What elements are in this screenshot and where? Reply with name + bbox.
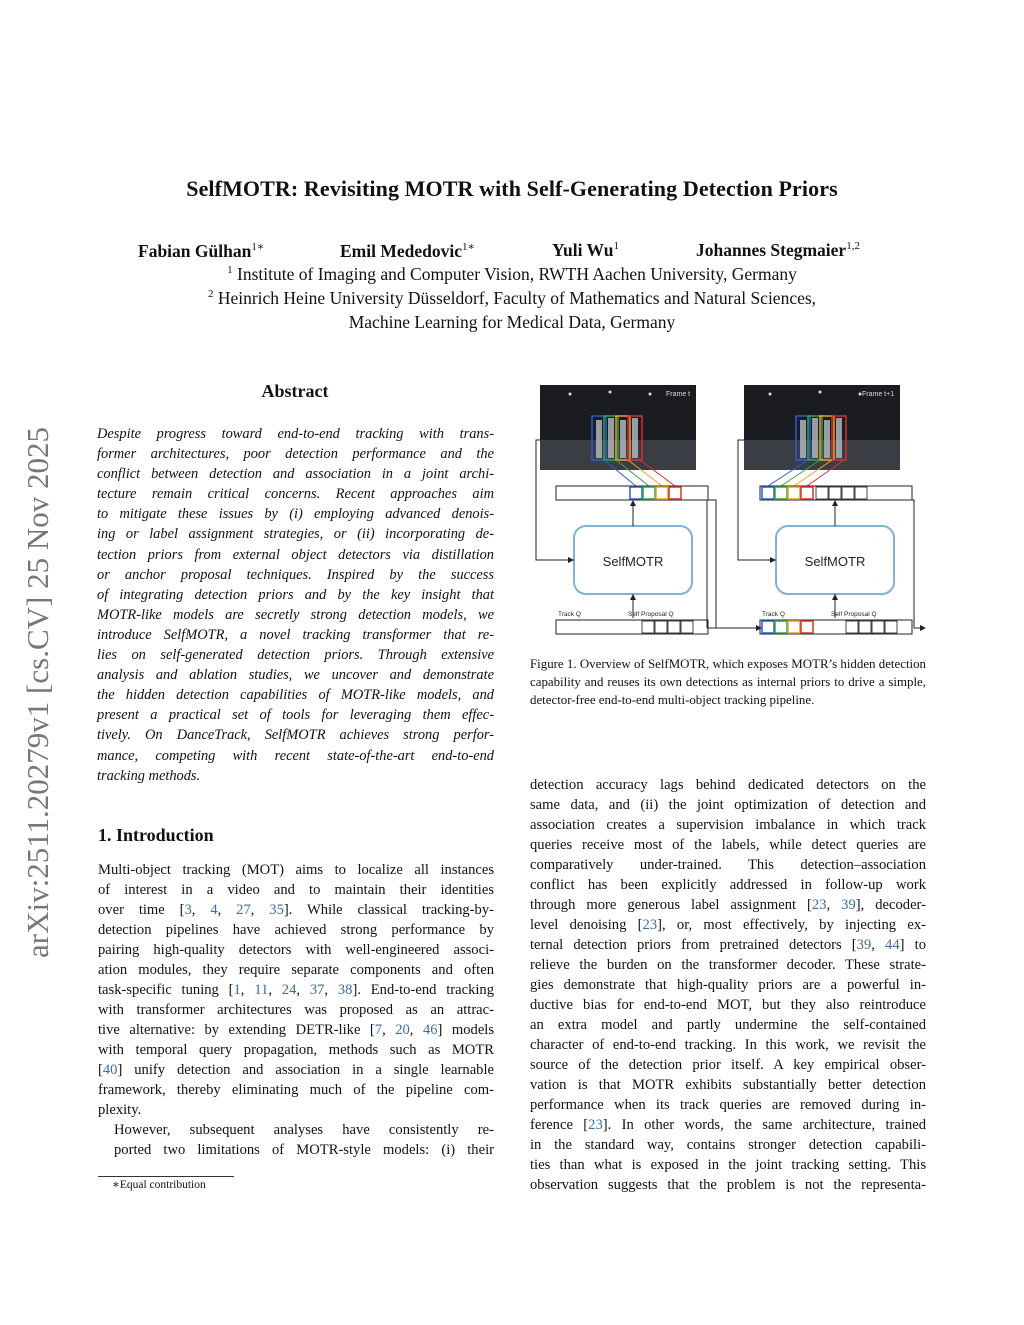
intro-line: pairing high-quality detectors with well-engineered associ- — [98, 942, 494, 958]
body-line: performance when its track queries are removed during in- — [530, 1097, 926, 1113]
model-label-left: SelfMOTR — [602, 554, 664, 569]
citation-link[interactable]: 39 — [856, 937, 872, 953]
intro-line: tive alternative: by extending DETR-like [7, 20, 46] models — [98, 1022, 495, 1038]
body-line: in the standard way, contains stronger detection capabili- — [530, 1137, 926, 1153]
citation-link[interactable]: 24 — [281, 982, 297, 998]
abstract-line: tively. On DanceTrack, SelfMOTR achieves strong perfor- — [97, 727, 494, 744]
intro-line: ported two limitations of MOTR-style models: (i) their — [114, 1142, 494, 1158]
intro-paragraph-1 — [98, 860, 494, 1120]
abstract-line: conflict between detection and association in a joint archi- — [97, 466, 494, 483]
intro-line: with transformer architectures was proposed as an attrac- — [98, 1002, 494, 1018]
query-slot-empty — [859, 621, 871, 633]
figure-caption: Figure 1. Overview of SelfMOTR, which exposes MOTR’s hidden detection capability and reuses its own detections as internal priors to drive a simple, detector-free end-to-end multi-object tracking pipeline. — [530, 657, 926, 707]
citation-link[interactable]: 11 — [254, 982, 269, 998]
author-3: Yuli Wu$^1$ — [552, 240, 619, 260]
detection-boxes — [592, 416, 846, 460]
abstract-line: lies on self-generated detection priors. Through extensive — [97, 647, 494, 664]
abstract-line: present a practical set of tools for leveraging them effec- — [97, 707, 494, 724]
query-slot-empty — [655, 621, 667, 633]
body-line: same data, and (ii) the joint optimization of detection and — [530, 797, 926, 813]
body-line: ference [23]. In other words, the same architecture, trained — [530, 1117, 926, 1133]
citation-link[interactable]: 46 — [422, 1022, 438, 1038]
citation-link[interactable]: 37 — [309, 982, 325, 998]
intro-line: framework, thereby eliminating much of the pipeline com- — [98, 1082, 494, 1098]
citation-link[interactable]: 7 — [374, 1022, 383, 1038]
query-slot-empty — [816, 487, 828, 499]
abstract-heading: Abstract — [261, 381, 329, 401]
intro-line: of interest in a video and to maintain their identities — [98, 882, 494, 898]
abstract-line: tracking methods. — [97, 767, 201, 784]
body-line: relieve the burden on the transformer decoder. These strate- — [530, 957, 926, 973]
citation-link[interactable]: 23 — [811, 897, 827, 913]
body-line: observation suggests that the problem is not the representa- — [530, 1177, 926, 1193]
query-slot-colored — [643, 487, 655, 499]
abstract-line: former architectures, poor detection performance and the — [97, 446, 494, 463]
body-line: comparatively under-trained. This detection–association — [530, 857, 926, 873]
intro-line: task-specific tuning [1, 11, 24, 37, 38]. End-to-end tracking — [98, 982, 495, 998]
query-slot-colored — [788, 487, 800, 499]
arxiv-stamp-text: arXiv:2511.20279v1 [cs.CV] 25 Nov 2025 — [20, 427, 55, 958]
abstract-line: tecture remain critical concerns. Recent approaches aim — [97, 486, 494, 503]
query-slot-empty — [668, 621, 680, 633]
query-slot-empty — [681, 621, 693, 633]
paper-title: SelfMOTR: Revisiting MOTR with Self-Generating Detection Priors — [186, 176, 838, 201]
citation-link[interactable]: 23 — [642, 917, 658, 933]
query-slot-colored — [656, 487, 668, 499]
intro-line: detection pipelines have achieved strong performance by — [98, 922, 494, 938]
abstract-line: analysis and ablation studies, we uncover and demonstrate — [97, 667, 494, 684]
body-line: ductive bias for end-to-end MOT, but they also reintroduce — [530, 997, 926, 1013]
citation-link[interactable]: 27 — [236, 902, 251, 918]
body-line: gies demonstrate that high-quality priors are a powerful in- — [530, 977, 926, 993]
intro-line: [40] unify detection and association in a single learnable — [98, 1062, 494, 1078]
query-slot-colored — [762, 487, 774, 499]
query-slot-colored — [801, 621, 813, 633]
citation-link[interactable]: 3 — [184, 902, 192, 918]
query-slot-colored — [788, 621, 800, 633]
body-line: conflict has been explicitly addressed in follow-up work — [530, 877, 926, 893]
track-q-label-left: Track Q — [558, 611, 581, 618]
query-slot-empty — [842, 487, 854, 499]
abstract-line: ing or label assignment strategies, or (ii) incorporating de- — [97, 526, 494, 543]
query-slot-empty — [829, 487, 841, 499]
abstract-line: or anchor proposal techniques. Inspired by the success — [97, 566, 494, 583]
body-line: an extra model and partly undermine the self-contained — [530, 1017, 926, 1033]
body-line: vation is that MOTR exhibits substantially better detection — [530, 1077, 926, 1093]
query-slot-empty — [855, 487, 867, 499]
author-2: Emil Mededovic$^{1∗}$ — [340, 240, 475, 261]
figure-diagram — [530, 380, 926, 640]
query-slot-colored — [669, 487, 681, 499]
body-line: character of end-to-end tracking. In this work, we revisit the — [530, 1037, 926, 1053]
arxiv-stamp — [14, 362, 62, 962]
body-line: queries receive most of the labels, while detect queries are — [530, 837, 926, 853]
intro-line: plexity. — [98, 1102, 142, 1118]
section-heading-introduction: 1. Introduction — [98, 825, 214, 845]
abstract-line: mance, competing with recent state-of-the-art end-to-end — [97, 747, 494, 764]
author-4: Johannes Stegmaier$^{1,2}$ — [696, 240, 860, 260]
frame-label-left: Frame t — [666, 391, 691, 398]
affiliation-2: $^2$ Heinrich Heine University Düsseldorf, Faculty of Mathematics and Natural Sciences, — [207, 288, 817, 308]
citation-link[interactable]: 35 — [269, 902, 284, 918]
affiliation-2-cont: Machine Learning for Medical Data, Germany — [348, 312, 676, 332]
abstract-line: MOTR-like models are secretly strong detection models, we — [97, 606, 494, 623]
authors-row — [0, 240, 1024, 264]
abstract-line: of integrating detection priors and by the key insight that — [97, 586, 494, 603]
citation-link[interactable]: 23 — [588, 1117, 603, 1133]
body-line: level denoising [23], or, most effectively, by injecting ex- — [530, 917, 926, 933]
body-line: source of the detection prior itself. A key empirical obser- — [530, 1057, 926, 1073]
abstract-line: Despite progress toward end-to-end tracking with trans- — [97, 426, 494, 442]
body-line: detection accuracy lags behind dedicated detectors on the — [530, 777, 926, 793]
body-line: ternal detection priors from pretrained detectors [39, 44] to — [530, 937, 926, 953]
query-slot-empty — [885, 621, 897, 633]
frame-label-right: Frame t+1 — [862, 391, 895, 398]
query-slot-empty — [872, 621, 884, 633]
query-slot-colored — [775, 621, 787, 633]
footnote: ∗Equal contribution — [112, 1179, 206, 1191]
query-slot-colored — [762, 621, 774, 633]
body-line: ties than what is exposed in the joint tracking setting. This — [530, 1157, 926, 1173]
citation-link[interactable]: 39 — [841, 897, 856, 913]
citation-link[interactable]: 4 — [210, 902, 218, 918]
author-1: Fabian Gülhan$^{1∗}$ — [138, 240, 265, 261]
abstract-line: introduce SelfMOTR, a novel tracking transformer that re- — [97, 626, 494, 643]
query-slot-empty — [846, 621, 858, 633]
intro-line: However, subsequent analyses have consistently re- — [114, 1122, 494, 1138]
intro-line: with temporal query propagation, methods such as MOTR — [98, 1042, 494, 1058]
query-slot-colored — [801, 487, 813, 499]
self-proposal-q-label-left: Self Proposal Q — [628, 611, 674, 618]
abstract-line: tection priors from external object detectors via distillation — [97, 546, 494, 563]
affiliation-1: $^1$ Institute of Imaging and Computer Vision, RWTH Aachen University, Germany — [227, 264, 797, 284]
self-proposal-q-label-right: Self Proposal Q — [831, 611, 877, 618]
query-slot-empty — [642, 621, 654, 633]
citation-link[interactable]: 40 — [102, 1062, 118, 1078]
intro-line: ation modules, they require separate components and often — [98, 962, 494, 978]
citation-link[interactable]: 20 — [395, 1022, 410, 1038]
citation-link[interactable]: 44 — [885, 937, 900, 953]
citation-link[interactable]: 38 — [337, 982, 353, 998]
intro-line: Multi-object tracking (MOT) aims to localize all instances — [98, 862, 494, 878]
track-q-label-right: Track Q — [762, 611, 785, 618]
abstract-text — [97, 424, 494, 786]
citation-link[interactable]: 1 — [233, 982, 241, 998]
abstract-line: to mitigate these issues by (i) employing advanced denois- — [97, 506, 494, 523]
body-line: through more generous label assignment [23, 39], decoder- — [530, 897, 926, 913]
abstract-line: the hidden detection capabilities of MOTR-like models, and — [97, 687, 494, 704]
intro-line: over time [3, 4, 27, 35]. While classical tracking-by- — [98, 902, 494, 918]
model-label-right: SelfMOTR — [804, 554, 866, 569]
query-slot-colored — [630, 487, 642, 499]
query-slot-colored — [775, 487, 787, 499]
body-line: association creates a supervision imbalance in which track — [530, 817, 926, 833]
figure-1 — [530, 380, 926, 640]
right-column-paragraph — [530, 775, 926, 1195]
intro-paragraph-2 — [98, 1120, 494, 1160]
